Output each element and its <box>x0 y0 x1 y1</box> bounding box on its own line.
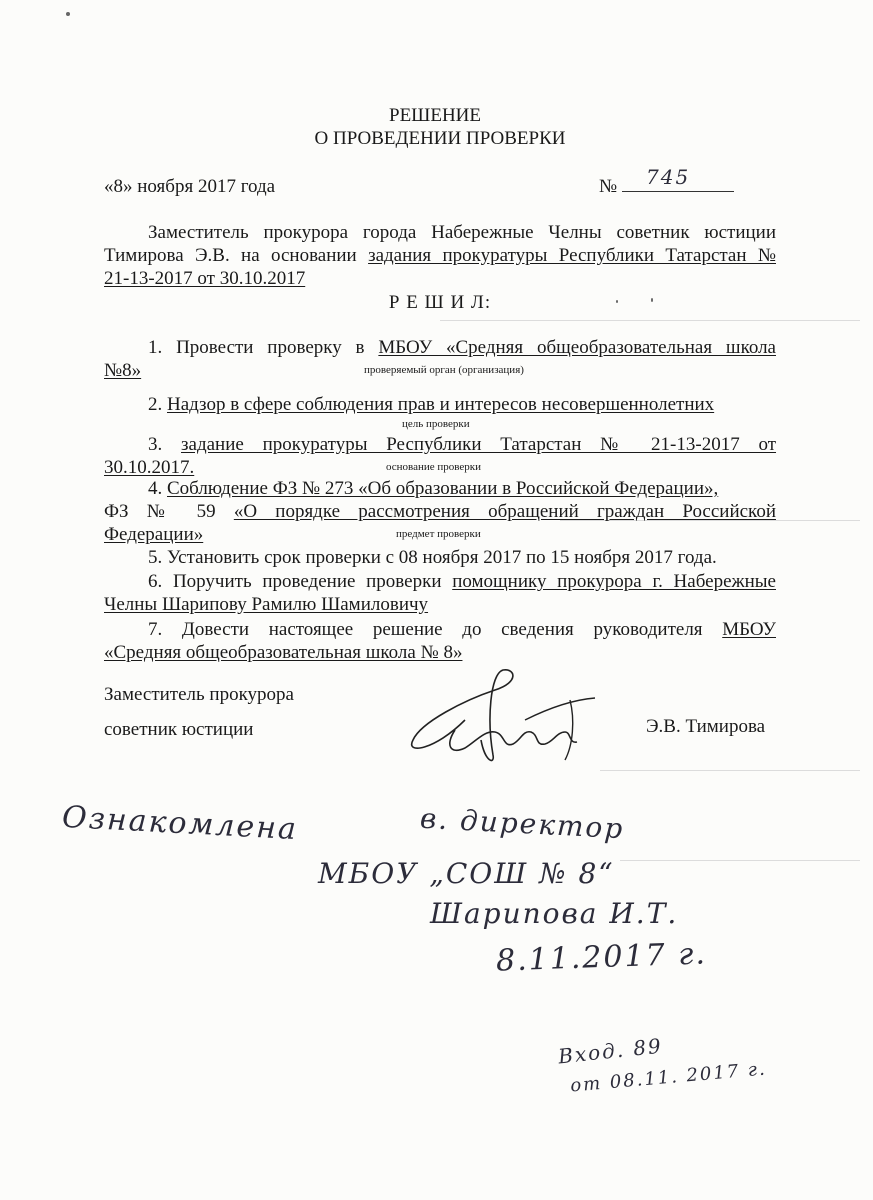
item-2: 2. Надзор в сфере соблюдения прав и интересов несовершеннолетних <box>148 394 715 415</box>
handwritten-name: Шарипова И.Т. <box>430 897 679 930</box>
item-7: 7. Довести настоящее решение до сведения руководителя МБОУ <box>148 619 776 640</box>
item-4: 4. Соблюдение ФЗ № 273 «Об образовании в Российской Федерации», <box>148 478 719 499</box>
handwritten-position: в. директор <box>419 801 626 846</box>
intro-line-1: Заместитель прокурора города Набережные Челны советник юстиции <box>148 222 776 243</box>
signature-scribble <box>395 660 635 770</box>
signatory-role-2: советник юстиции <box>104 719 254 740</box>
scan-speck <box>66 12 70 16</box>
handwritten-acknowledged: Ознакомлена <box>61 799 299 848</box>
item-3-cont: 30.10.2017. <box>104 457 195 478</box>
item-4-cont: ФЗ № 59 «О порядке рассмотрения обращений граждан Российской <box>104 501 776 522</box>
item-7-cont: «Средняя общеобразовательная школа № 8» <box>104 642 463 663</box>
show-through-line <box>600 770 860 771</box>
signatory-name: Э.В. Тимирова <box>646 716 766 737</box>
document-date: «8» ноября 2017 года <box>104 176 276 197</box>
signatory-role-1: Заместитель прокурора <box>104 684 294 705</box>
decision-heading: Р Е Ш И Л: <box>388 292 492 313</box>
incoming-number: Вход. 89 <box>556 1033 664 1069</box>
item-6: 6. Поручить проведение проверки помощнику прокурора г. Набережные <box>148 571 776 592</box>
number-underline <box>622 191 734 192</box>
incoming-date: от 08.11. 2017 г. <box>569 1058 768 1097</box>
item-1-caption: проверяемый орган (организация) <box>364 364 524 376</box>
document-subtitle: О ПРОВЕДЕНИИ ПРОВЕРКИ <box>314 128 566 149</box>
scan-speck <box>616 300 618 303</box>
handwritten-date: 8.11.2017 г. <box>495 936 708 979</box>
registration-number: 745 <box>646 165 691 189</box>
item-2-caption: цель проверки <box>402 418 470 430</box>
document-title: РЕШЕНИЕ <box>389 105 481 126</box>
scan-speck <box>651 298 653 302</box>
intro-line-3: 21-13-2017 от 30.10.2017 <box>104 268 306 289</box>
show-through-line <box>620 860 860 861</box>
item-5: 5. Установить срок проверки с 08 ноября 2017 по 15 ноября 2017 года. <box>148 547 717 568</box>
item-4-caption: предмет проверки <box>396 528 481 540</box>
handwritten-organization: МБОУ „СОШ № 8“ <box>318 857 615 890</box>
item-6-cont: Челны Шарипову Рамилю Шамиловичу <box>104 594 429 615</box>
item-3: 3. задание прокуратуры Республики Татарстан № 21-13-2017 от <box>148 434 777 455</box>
intro-line-2: Тимирова Э.В. на основании задания прокуратуры Республики Татарстан № <box>104 245 776 266</box>
item-1: 1. Провести проверку в МБОУ «Средняя общеобразовательная школа <box>148 337 776 358</box>
show-through-line <box>440 320 860 321</box>
number-label: № <box>599 176 618 197</box>
item-3-caption: основание проверки <box>386 461 482 473</box>
item-1-cont: №8» <box>104 360 142 381</box>
item-4-cont-2: Федерации» <box>104 524 204 545</box>
